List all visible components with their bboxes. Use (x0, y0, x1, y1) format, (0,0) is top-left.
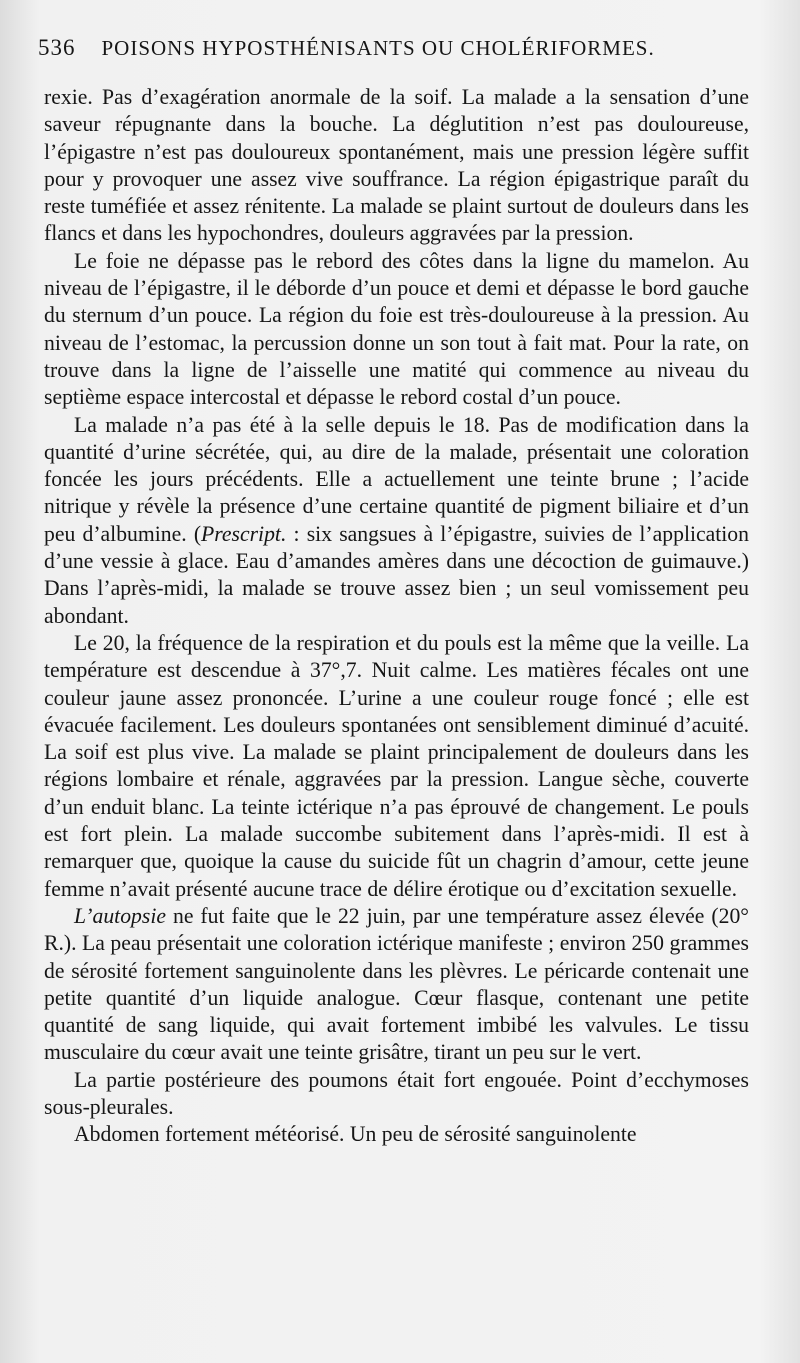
text-run: rexie. Pas d’exagération anormale de la soif. La malade a la sensation d’une saveur répugnante dans la bouche. La déglutition n’est pas douloureuse, l’épigastre n’est pas douloureux spontanément, mais une pression légère suffit pour y provoquer une assez vive souffrance. La région épigastrique paraît du reste tuméfiée et assez rénitente. La malade se plaint surtout de douleurs dans les flancs et dans les hypochondres, douleurs aggravées par la pression. (44, 85, 749, 246)
italic-text: L’autopsie (74, 903, 166, 928)
paragraph (44, 903, 749, 1067)
text-run: La partie postérieure des poumons était fort engouée. Point d’ecchymoses sous-pleurales. (44, 1067, 749, 1119)
page-number: 536 (38, 35, 76, 60)
running-head (38, 34, 768, 62)
paragraph (44, 248, 749, 412)
text-run: : six sangsues à l’épigastre, suivies de l’application d’une vessie à glace. Eau d’amandes amères dans une décoction de guimauve.) Dans l’après-midi, la malade se trouve assez bien ; un seul vomissement peu abondant. (44, 521, 749, 628)
body-text (44, 84, 749, 1149)
text-run: Le foie ne dépasse pas le rebord des côtes dans la ligne du mamelon. Au niveau de l’épigastre, il le déborde d’un pouce et demi et dépasse le bord gauche du sternum d’un pouce. La région du foie est très-douloureuse à la pression. Au niveau de l’estomac, la percussion donne un son tout à fait mat. Pour la rate, on trouve dans la ligne de l’aisselle une matité qui commence au niveau du septième espace intercostal et dépasse le rebord costal d’un pouce. (44, 248, 749, 410)
text-run: ne fut faite que le 22 juin, par une température assez élevée (20° R.). La peau présentait une coloration ictérique manifeste ; environ 250 grammes de sérosité fortement sanguinolente dans les plèvres. Le péricarde contenait une petite quantité d’un liquide analogue. Cœur flasque, contenant une petite quantité de sang liquide, qui avait fortement imbibé les valvules. Le tissu musculaire du cœur avait une teinte grisâtre, tirant un peu sur le vert. (44, 903, 749, 1065)
text-run: Abdomen fortement météorisé. Un peu de sérosité sanguinolente (74, 1122, 637, 1147)
running-title: POISONS HYPOSTHÉNISANTS OU CHOLÉRIFORMES. (101, 36, 655, 60)
text-run: Le 20, la fréquence de la respiration et du pouls est la même que la veille. La température est descendue à 37°,7. Nuit calme. Les matières fécales ont une couleur jaune assez prononcée. L’urine a une couleur rouge foncé ; elle est évacuée facilement. Les douleurs spontanées ont sensiblement diminué d’acuité. La soif est plus vive. La malade se plaint principalement de douleurs dans les régions lombaire et rénale, aggravées par la pression. Langue sèche, couverte d’un enduit blanc. La teinte ictérique n’a pas éprouvé de changement. Le pouls est fort plein. La malade succombe subitement dans l’après-midi. Il est à remarquer que, quoique la cause du suicide fût un chagrin d’amour, cette jeune femme n’avait présenté aucune trace de délire érotique ou d’excitation sexuelle. (44, 630, 749, 901)
paragraph (44, 84, 749, 248)
paragraph (44, 1121, 749, 1148)
text-run: La malade n’a pas été à la selle depuis le 18. Pas de modification dans la quantité d’urine sécrétée, qui, au dire de la malade, présentait une coloration foncée les jours précédents. Elle a actuellement une teinte brune ; l’acide nitrique y révèle la présence d’une certaine quantité de pigment biliaire et d’un peu d’albumine. ( (44, 412, 749, 546)
paragraph (44, 630, 749, 903)
italic-text: Prescript. (201, 521, 287, 546)
paragraph (44, 412, 749, 630)
paragraph (44, 1067, 749, 1122)
